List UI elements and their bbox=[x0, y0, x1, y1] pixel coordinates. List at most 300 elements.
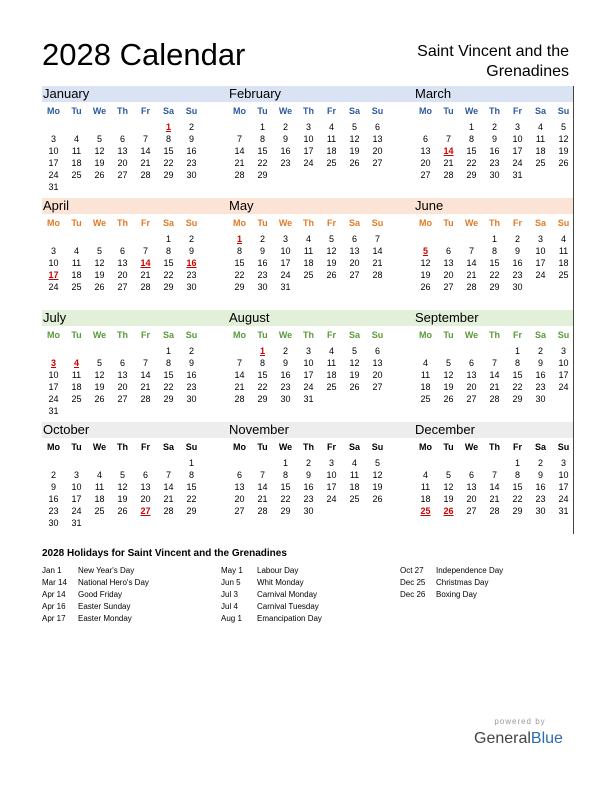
day-cell: 12 bbox=[94, 146, 105, 156]
day-cell: 21 bbox=[234, 382, 245, 392]
day-cell: 13 bbox=[466, 482, 477, 492]
day-cell: 14 bbox=[489, 370, 500, 380]
day-cell: 11 bbox=[71, 258, 82, 268]
day-cell: 29 bbox=[257, 394, 268, 404]
weekday-label: Sa bbox=[534, 218, 546, 228]
month-block bbox=[42, 198, 203, 310]
day-cell: 4 bbox=[73, 246, 79, 256]
day-cell: 25 bbox=[71, 282, 82, 292]
day-cell: 7 bbox=[491, 470, 497, 480]
day-cell: 9 bbox=[188, 246, 194, 256]
day-cell: 3 bbox=[560, 346, 566, 356]
generalblue-logo[interactable] bbox=[474, 729, 563, 749]
weekday-label: Th bbox=[117, 330, 128, 340]
day-cell: 8 bbox=[514, 358, 520, 368]
day-cell: 16 bbox=[535, 370, 546, 380]
weekday-label: Mo bbox=[47, 218, 60, 228]
day-cell: 23 bbox=[303, 494, 314, 504]
day-cell: 20 bbox=[117, 270, 128, 280]
weekday-label: Fr bbox=[327, 442, 336, 452]
holiday-date: Oct 27 bbox=[400, 566, 424, 575]
day-cell: 30 bbox=[186, 282, 197, 292]
day-cell: 15 bbox=[186, 482, 197, 492]
day-cell: 12 bbox=[94, 370, 105, 380]
day-cell: 31 bbox=[48, 182, 59, 192]
day-cell: 6 bbox=[119, 134, 125, 144]
holiday-date: Jul 4 bbox=[221, 602, 238, 611]
weekday-label: Tu bbox=[71, 330, 82, 340]
day-cell: 22 bbox=[163, 158, 174, 168]
day-cell: 12 bbox=[349, 134, 360, 144]
day-cell: 24 bbox=[558, 382, 569, 392]
day-cell: 14 bbox=[163, 482, 174, 492]
day-cell: 14 bbox=[257, 482, 268, 492]
day-cell: 16 bbox=[535, 482, 546, 492]
day-cell: 28 bbox=[234, 394, 245, 404]
day-cell: 18 bbox=[558, 258, 569, 268]
weekday-label: Sa bbox=[162, 106, 174, 116]
day-cell: 26 bbox=[443, 394, 454, 404]
day-cell: 5 bbox=[328, 234, 334, 244]
day-cell: 18 bbox=[71, 270, 82, 280]
day-cell: 31 bbox=[48, 406, 59, 416]
day-cell: 25 bbox=[326, 158, 337, 168]
month-name: December bbox=[415, 422, 475, 437]
day-cell: 28 bbox=[466, 282, 477, 292]
day-cell: 29 bbox=[280, 506, 291, 516]
holiday-name: New Year's Day bbox=[78, 566, 135, 575]
day-cell: 19 bbox=[443, 382, 454, 392]
day-cell: 27 bbox=[420, 170, 431, 180]
weekday-label: Th bbox=[117, 218, 128, 228]
day-cell: 20 bbox=[140, 494, 151, 504]
weekday-label: Sa bbox=[348, 218, 360, 228]
day-cell: 2 bbox=[282, 122, 288, 132]
day-cell: 12 bbox=[94, 258, 105, 268]
day-cell: 20 bbox=[234, 494, 245, 504]
day-cell: 18 bbox=[71, 158, 82, 168]
day-cell: 18 bbox=[303, 258, 314, 268]
holiday-name: Easter Monday bbox=[78, 614, 132, 623]
day-cell: 10 bbox=[303, 358, 314, 368]
month-name: February bbox=[229, 86, 282, 101]
day-cell: 5 bbox=[119, 470, 125, 480]
day-cell: 25 bbox=[71, 170, 82, 180]
page-title: 2028 Calendar bbox=[42, 37, 246, 72]
day-cell: 14 bbox=[489, 482, 500, 492]
day-cell: 15 bbox=[512, 482, 523, 492]
month-name: January bbox=[43, 86, 90, 101]
day-cell: 7 bbox=[142, 246, 148, 256]
holiday-date: Jun 5 bbox=[221, 578, 241, 587]
day-cell: 17 bbox=[303, 146, 314, 156]
day-cell: 4 bbox=[560, 234, 566, 244]
day-cell: 26 bbox=[558, 158, 569, 168]
day-cell: 16 bbox=[303, 482, 314, 492]
day-cell: 24 bbox=[280, 270, 291, 280]
day-cell: 10 bbox=[558, 470, 569, 480]
weekday-label: Sa bbox=[348, 106, 360, 116]
day-cell: 19 bbox=[117, 494, 128, 504]
day-cell: 11 bbox=[326, 134, 337, 144]
weekday-label: Mo bbox=[233, 330, 246, 340]
day-cell: 20 bbox=[372, 370, 383, 380]
holiday-name: Easter Sunday bbox=[78, 602, 131, 611]
holiday-day-cell: 1 bbox=[259, 346, 265, 356]
day-cell: 21 bbox=[489, 382, 500, 392]
month-block bbox=[414, 310, 575, 422]
day-cell: 22 bbox=[257, 158, 268, 168]
weekday-label: We bbox=[278, 442, 293, 452]
day-cell: 6 bbox=[468, 358, 474, 368]
weekday-label: Fr bbox=[513, 330, 522, 340]
holiday-day-cell: 1 bbox=[236, 234, 242, 244]
holiday-name: Good Friday bbox=[78, 590, 123, 599]
day-cell: 9 bbox=[50, 482, 56, 492]
day-cell: 24 bbox=[512, 158, 523, 168]
weekday-label: Sa bbox=[162, 218, 174, 228]
day-cell: 17 bbox=[303, 370, 314, 380]
day-cell: 8 bbox=[165, 246, 171, 256]
day-cell: 13 bbox=[117, 258, 128, 268]
day-cell: 15 bbox=[466, 146, 477, 156]
day-cell: 24 bbox=[48, 170, 59, 180]
day-cell: 18 bbox=[326, 370, 337, 380]
day-cell: 23 bbox=[280, 382, 291, 392]
day-cell: 30 bbox=[303, 506, 314, 516]
day-cell: 26 bbox=[117, 506, 128, 516]
day-cell: 30 bbox=[48, 518, 59, 528]
day-cell: 8 bbox=[514, 470, 520, 480]
day-cell: 31 bbox=[280, 282, 291, 292]
weekday-label: Sa bbox=[162, 442, 174, 452]
weekday-label: We bbox=[92, 106, 107, 116]
month-block bbox=[42, 422, 203, 534]
day-cell: 7 bbox=[236, 358, 242, 368]
weekday-label: Mo bbox=[233, 106, 246, 116]
month-block bbox=[228, 86, 389, 198]
day-cell: 26 bbox=[349, 158, 360, 168]
day-cell: 6 bbox=[119, 358, 125, 368]
day-cell: 16 bbox=[186, 370, 197, 380]
day-cell: 12 bbox=[443, 370, 454, 380]
holiday-date: Apr 14 bbox=[42, 590, 66, 599]
day-cell: 2 bbox=[537, 346, 543, 356]
country-name-line2: Grenadines bbox=[486, 63, 569, 80]
day-cell: 1 bbox=[491, 234, 497, 244]
weekday-label: Su bbox=[185, 218, 198, 228]
weekday-label: Su bbox=[371, 106, 384, 116]
holiday-date: Dec 26 bbox=[400, 590, 426, 599]
day-cell: 5 bbox=[560, 122, 566, 132]
day-cell: 9 bbox=[282, 358, 288, 368]
day-cell: 30 bbox=[186, 170, 197, 180]
country-name-line1: Saint Vincent and the bbox=[417, 43, 569, 60]
day-cell: 5 bbox=[445, 470, 451, 480]
day-cell: 6 bbox=[422, 134, 428, 144]
day-cell: 10 bbox=[71, 482, 82, 492]
holiday-date: May 1 bbox=[221, 566, 243, 575]
day-cell: 1 bbox=[282, 458, 288, 468]
day-cell: 5 bbox=[374, 458, 380, 468]
day-cell: 19 bbox=[94, 158, 105, 168]
day-cell: 14 bbox=[140, 370, 151, 380]
day-cell: 17 bbox=[48, 158, 59, 168]
day-cell: 14 bbox=[466, 258, 477, 268]
month-block bbox=[228, 422, 389, 534]
holiday-name: Carnival Monday bbox=[257, 590, 318, 599]
day-cell: 8 bbox=[236, 246, 242, 256]
weekday-label: Fr bbox=[141, 330, 150, 340]
day-cell: 19 bbox=[372, 482, 383, 492]
day-cell: 6 bbox=[468, 470, 474, 480]
day-cell: 10 bbox=[326, 470, 337, 480]
holiday-name: Independence Day bbox=[436, 566, 504, 575]
day-cell: 17 bbox=[48, 382, 59, 392]
weekday-label: Mo bbox=[47, 442, 60, 452]
day-cell: 26 bbox=[94, 394, 105, 404]
day-cell: 18 bbox=[420, 494, 431, 504]
weekday-label: We bbox=[464, 106, 479, 116]
weekday-label: We bbox=[278, 106, 293, 116]
day-cell: 13 bbox=[420, 146, 431, 156]
day-cell: 7 bbox=[236, 134, 242, 144]
quarter-row bbox=[42, 198, 574, 310]
day-cell: 23 bbox=[186, 270, 197, 280]
day-cell: 21 bbox=[489, 494, 500, 504]
day-cell: 23 bbox=[257, 270, 268, 280]
day-cell: 29 bbox=[466, 170, 477, 180]
day-cell: 7 bbox=[445, 134, 451, 144]
day-cell: 8 bbox=[259, 358, 265, 368]
day-cell: 26 bbox=[372, 494, 383, 504]
day-cell: 7 bbox=[259, 470, 265, 480]
weekday-label: Th bbox=[303, 330, 314, 340]
day-cell: 11 bbox=[535, 134, 546, 144]
day-cell: 3 bbox=[305, 346, 311, 356]
day-cell: 31 bbox=[558, 506, 569, 516]
day-cell: 25 bbox=[535, 158, 546, 168]
day-cell: 16 bbox=[280, 370, 291, 380]
weekday-label: Tu bbox=[257, 218, 268, 228]
day-cell: 4 bbox=[73, 134, 79, 144]
weekday-label: Fr bbox=[327, 218, 336, 228]
day-cell: 10 bbox=[558, 358, 569, 368]
day-cell: 17 bbox=[535, 258, 546, 268]
day-cell: 4 bbox=[305, 234, 311, 244]
day-cell: 21 bbox=[372, 258, 383, 268]
month-name: March bbox=[415, 86, 452, 101]
day-cell: 28 bbox=[372, 270, 383, 280]
day-cell: 4 bbox=[351, 458, 357, 468]
weekday-label: Tu bbox=[71, 218, 82, 228]
weekday-label: Su bbox=[557, 330, 570, 340]
day-cell: 20 bbox=[466, 494, 477, 504]
day-cell: 27 bbox=[117, 394, 128, 404]
quarter-row bbox=[42, 422, 574, 534]
weekday-label: Mo bbox=[233, 218, 246, 228]
holiday-date: Apr 16 bbox=[42, 602, 66, 611]
holiday-name: Labour Day bbox=[257, 566, 299, 575]
day-cell: 21 bbox=[466, 270, 477, 280]
day-cell: 1 bbox=[514, 346, 520, 356]
month-block bbox=[414, 422, 575, 534]
day-cell: 13 bbox=[117, 146, 128, 156]
holiday-date: Dec 25 bbox=[400, 578, 426, 587]
day-cell: 2 bbox=[259, 234, 265, 244]
quarter-row bbox=[42, 86, 574, 198]
day-cell: 28 bbox=[234, 170, 245, 180]
day-cell: 19 bbox=[94, 382, 105, 392]
day-cell: 15 bbox=[234, 258, 245, 268]
day-cell: 28 bbox=[140, 394, 151, 404]
day-cell: 10 bbox=[535, 246, 546, 256]
day-cell: 3 bbox=[50, 246, 56, 256]
day-cell: 27 bbox=[349, 270, 360, 280]
month-name: June bbox=[415, 198, 444, 213]
day-cell: 2 bbox=[188, 122, 194, 132]
day-cell: 9 bbox=[491, 134, 497, 144]
day-cell: 27 bbox=[117, 170, 128, 180]
day-cell: 13 bbox=[443, 258, 454, 268]
day-cell: 7 bbox=[491, 358, 497, 368]
weekday-label: Su bbox=[557, 106, 570, 116]
day-cell: 16 bbox=[280, 146, 291, 156]
day-cell: 3 bbox=[282, 234, 288, 244]
holiday-name: Whit Monday bbox=[257, 578, 304, 587]
weekday-label: Th bbox=[303, 442, 314, 452]
day-cell: 9 bbox=[305, 470, 311, 480]
day-cell: 24 bbox=[71, 506, 82, 516]
day-cell: 8 bbox=[282, 470, 288, 480]
day-cell: 5 bbox=[96, 134, 102, 144]
day-cell: 1 bbox=[165, 346, 171, 356]
day-cell: 28 bbox=[489, 506, 500, 516]
day-cell: 10 bbox=[48, 146, 59, 156]
day-cell: 1 bbox=[188, 458, 194, 468]
weekday-label: Su bbox=[557, 218, 570, 228]
day-cell: 21 bbox=[234, 158, 245, 168]
day-cell: 20 bbox=[443, 270, 454, 280]
weekday-label: We bbox=[278, 218, 293, 228]
calendar-grid bbox=[42, 86, 574, 534]
day-cell: 27 bbox=[234, 506, 245, 516]
weekday-label: Tu bbox=[443, 442, 454, 452]
weekday-label: Mo bbox=[47, 330, 60, 340]
day-cell: 23 bbox=[280, 158, 291, 168]
day-cell: 6 bbox=[351, 234, 357, 244]
day-cell: 18 bbox=[326, 146, 337, 156]
weekday-label: Fr bbox=[513, 106, 522, 116]
day-cell: 3 bbox=[514, 122, 520, 132]
weekday-label: Tu bbox=[71, 442, 82, 452]
day-cell: 21 bbox=[140, 382, 151, 392]
holidays-title: 2028 Holidays for Saint Vincent and the Grenadines bbox=[42, 548, 287, 559]
weekday-label: Sa bbox=[534, 106, 546, 116]
day-cell: 26 bbox=[326, 270, 337, 280]
day-cell: 21 bbox=[257, 494, 268, 504]
day-cell: 13 bbox=[372, 134, 383, 144]
day-cell: 8 bbox=[468, 134, 474, 144]
day-cell: 17 bbox=[71, 494, 82, 504]
day-cell: 14 bbox=[234, 146, 245, 156]
month-name: November bbox=[229, 422, 289, 437]
weekday-label: Tu bbox=[443, 106, 454, 116]
month-block bbox=[228, 198, 389, 310]
day-cell: 20 bbox=[117, 158, 128, 168]
holiday-name: Emancipation Day bbox=[257, 614, 322, 623]
day-cell: 11 bbox=[420, 370, 431, 380]
day-cell: 2 bbox=[50, 470, 56, 480]
day-cell: 28 bbox=[140, 282, 151, 292]
day-cell: 29 bbox=[163, 170, 174, 180]
day-cell: 6 bbox=[445, 246, 451, 256]
weekday-label: We bbox=[92, 330, 107, 340]
day-cell: 22 bbox=[512, 382, 523, 392]
day-cell: 12 bbox=[326, 246, 337, 256]
holiday-day-cell: 3 bbox=[50, 358, 56, 368]
day-cell: 4 bbox=[328, 122, 334, 132]
day-cell: 31 bbox=[303, 394, 314, 404]
day-cell: 17 bbox=[280, 258, 291, 268]
weekday-label: Su bbox=[185, 330, 198, 340]
day-cell: 2 bbox=[188, 346, 194, 356]
day-cell: 7 bbox=[468, 246, 474, 256]
day-cell: 28 bbox=[443, 170, 454, 180]
weekday-label: We bbox=[92, 218, 107, 228]
day-cell: 22 bbox=[280, 494, 291, 504]
country-name bbox=[339, 42, 569, 82]
day-cell: 4 bbox=[422, 358, 428, 368]
day-cell: 24 bbox=[303, 158, 314, 168]
day-cell: 22 bbox=[186, 494, 197, 504]
holiday-name: National Hero's Day bbox=[78, 578, 149, 587]
day-cell: 23 bbox=[186, 158, 197, 168]
holiday-date: Aug 1 bbox=[221, 614, 242, 623]
day-cell: 25 bbox=[303, 270, 314, 280]
day-cell: 6 bbox=[374, 122, 380, 132]
holiday-date: Apr 17 bbox=[42, 614, 66, 623]
day-cell: 5 bbox=[96, 246, 102, 256]
month-name: April bbox=[43, 198, 70, 213]
day-cell: 12 bbox=[349, 358, 360, 368]
weekday-label: Mo bbox=[419, 106, 432, 116]
day-cell: 10 bbox=[280, 246, 291, 256]
day-cell: 28 bbox=[163, 506, 174, 516]
day-cell: 22 bbox=[163, 270, 174, 280]
weekday-label: Su bbox=[185, 106, 198, 116]
day-cell: 10 bbox=[48, 258, 59, 268]
day-cell: 24 bbox=[48, 394, 59, 404]
month-name: August bbox=[229, 310, 270, 325]
day-cell: 30 bbox=[280, 394, 291, 404]
weekday-label: Tu bbox=[257, 106, 268, 116]
day-cell: 7 bbox=[142, 358, 148, 368]
day-cell: 12 bbox=[443, 482, 454, 492]
day-cell: 28 bbox=[489, 394, 500, 404]
day-cell: 2 bbox=[491, 122, 497, 132]
holiday-day-cell: 17 bbox=[48, 270, 59, 280]
weekday-label: Th bbox=[489, 106, 500, 116]
day-cell: 6 bbox=[142, 470, 148, 480]
day-cell: 9 bbox=[259, 246, 265, 256]
day-cell: 17 bbox=[558, 370, 569, 380]
day-cell: 23 bbox=[535, 494, 546, 504]
day-cell: 11 bbox=[71, 146, 82, 156]
day-cell: 19 bbox=[349, 370, 360, 380]
day-cell: 19 bbox=[558, 146, 569, 156]
weekday-label: Tu bbox=[71, 106, 82, 116]
